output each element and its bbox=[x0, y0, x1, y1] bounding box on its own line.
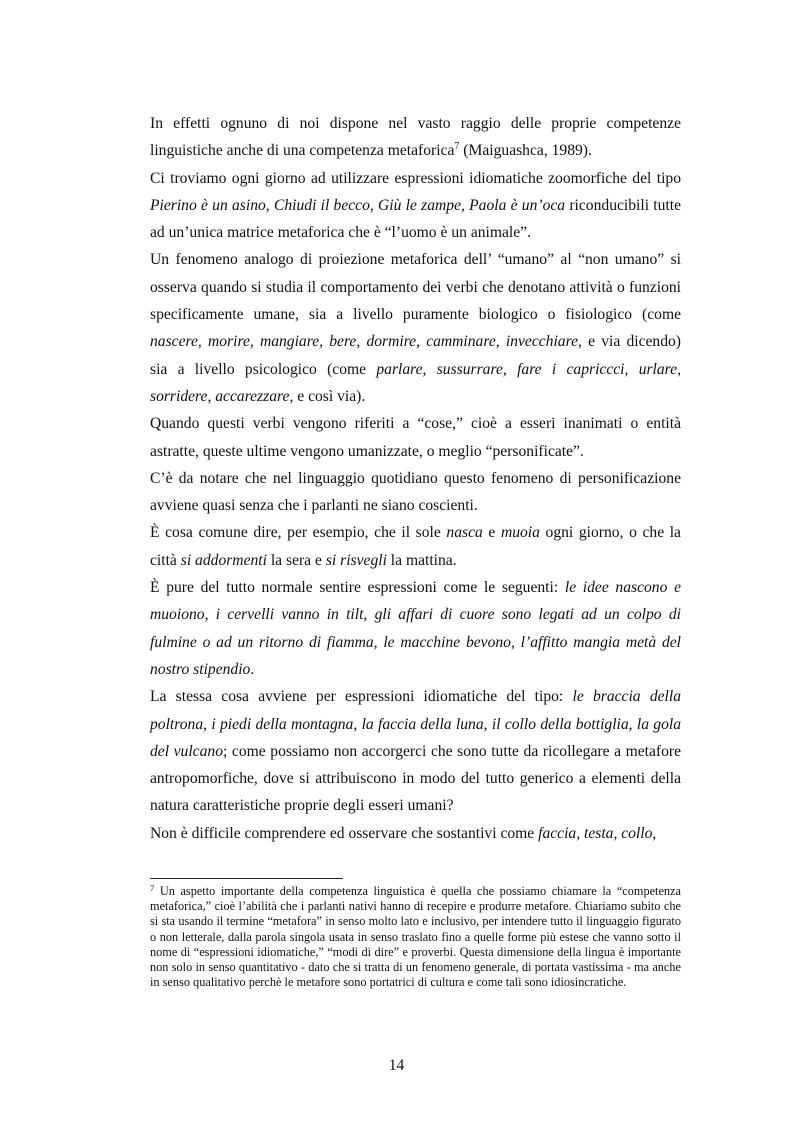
text-segment: ; come possiamo non accorgerci che sono tutte da ricollegare a metafore antropomorfiche, dove si attribuiscono in modo del tutto generico a elementi della natura caratteristiche proprie degli esseri umani? bbox=[150, 742, 681, 815]
footnote-separator bbox=[150, 878, 343, 879]
footnote-text: Un aspetto importante della competenza linguistica è quella che possiamo chiamare la “competenza metaforica,” cioè l’abilità che i parlanti nativi hanno di recepire e produrre metafore. Chiariamo subito che si sta usando il termine “metafora” in senso molto lato e inclusivo, per intendere tutto il linguaggio figurato o non letterale, dalla parola singola usata in senso traslato fino a quelle forme più estese che vanno sotto il nome di “espressioni idiomatiche,” “modi di dire” e proverbi. Questa dimensione della lingua è importante non solo in senso quantitativo - dato che si tratta di un fenomeno generale, di portata vastissima - ma anche in senso qualitativo perchè le metafore sono portatrici di cultura e come tali sono idiosincratiche. bbox=[150, 884, 681, 990]
text-segment: . bbox=[250, 660, 255, 678]
text-segment: , e via dicendo) sia a livello psicologico (come bbox=[150, 333, 681, 378]
text-segment: e così via). bbox=[293, 387, 366, 405]
italic-text: nascere, morire, mangiare, bere, dormire, camminare, invecchiare bbox=[150, 333, 579, 351]
text-segment: C’è da notare che nel linguaggio quotidiano questo fenomeno di personificazione avviene quasi senza che i parlanti ne siano coscienti. bbox=[150, 469, 681, 515]
italic-text: si addormenti bbox=[180, 551, 267, 569]
text-segment: la mattina. bbox=[386, 551, 457, 569]
italic-text: si risvegli bbox=[325, 551, 387, 569]
text-segment: , bbox=[483, 715, 492, 733]
text-segment: , bbox=[628, 715, 637, 733]
body-text bbox=[150, 110, 681, 847]
text-segment: e bbox=[482, 524, 501, 542]
italic-text: le idee nascono e muoiono, i cervelli vanno in tilt, gli affari di cuore sono legati ad un colpo di fulmine o ad un ritorno di fiamma, le macchine bevono, l’affitto mangia metà del nostro stipendio bbox=[150, 579, 681, 678]
text-segment: È pure del tutto normale sentire espressioni come le seguenti: bbox=[150, 579, 565, 597]
paragraph bbox=[150, 519, 681, 574]
text-segment: Quando questi verbi vengono riferiti a “cose,” cioè a esseri inanimati o entità astratte, queste ultime vengono umanizzate, o meglio “personificate”. bbox=[150, 415, 681, 460]
italic-text: Pierino è un asino, Chiudi il becco, Giù le zampe, Paola è un’oca bbox=[150, 196, 566, 214]
page-number: 14 bbox=[388, 1057, 405, 1074]
text-segment: ogni giorno, o che la città bbox=[150, 524, 681, 569]
paragraph bbox=[150, 410, 681, 465]
paragraph bbox=[150, 820, 681, 847]
text-segment: , bbox=[203, 715, 212, 733]
italic-text: i piedi della montagna bbox=[211, 715, 354, 733]
footnote-marker: 7 bbox=[150, 883, 155, 893]
text-segment: Un fenomeno analogo di proiezione metaforica dell’ “umano” al “non umano” si osserva quando si studia il comportamento dei verbi che denotano attività o funzioni specificamente umane, sia a livello puramente biologico o fisiologico (come bbox=[150, 251, 681, 324]
text-segment: la sera e bbox=[266, 551, 326, 569]
paragraph bbox=[150, 465, 681, 520]
paragraph bbox=[150, 110, 681, 165]
italic-text: le braccia della poltrona bbox=[150, 688, 681, 733]
italic-text: la faccia della luna bbox=[361, 715, 484, 733]
text-segment: Ci troviamo ogni giorno ad utilizzare espressioni idiomatiche zoomorfiche del tipo bbox=[150, 169, 681, 187]
text-segment: Non è difficile comprendere ed osservare che sostantivi come bbox=[150, 824, 539, 842]
text-segment: , bbox=[353, 715, 362, 733]
text-segment: È cosa comune dire, per esempio, che il sole bbox=[150, 524, 447, 542]
paragraph bbox=[150, 574, 681, 683]
text-segment: In effetti ognuno di noi dispone nel vasto raggio delle proprie competenze linguistiche anche di una competenza metaforica bbox=[150, 115, 681, 160]
text-segment: (Maiguashca, 1989). bbox=[459, 142, 592, 160]
italic-text: muoia bbox=[500, 524, 540, 542]
text-segment: riconducibili tutte ad un’unica matrice metaforica che è “l’uomo è un animale”. bbox=[150, 196, 681, 242]
italic-text: faccia, testa, collo, bbox=[538, 824, 657, 842]
footnote bbox=[150, 884, 681, 990]
footnote-reference: 7 bbox=[454, 141, 460, 153]
paragraph bbox=[150, 246, 681, 410]
paragraph bbox=[150, 683, 681, 819]
text-segment: La stessa cosa avviene per espressioni idiomatiche del tipo: bbox=[150, 688, 573, 706]
paragraph bbox=[150, 165, 681, 247]
italic-text: la gola del vulcano bbox=[150, 715, 682, 760]
italic-text: nasca bbox=[446, 524, 483, 542]
italic-text: parlare, sussurrare, fare i capriccci, urlare, sorridere, accarezzare, bbox=[150, 360, 681, 405]
italic-text: il collo della bottiglia bbox=[491, 715, 629, 733]
page-body bbox=[150, 110, 681, 847]
